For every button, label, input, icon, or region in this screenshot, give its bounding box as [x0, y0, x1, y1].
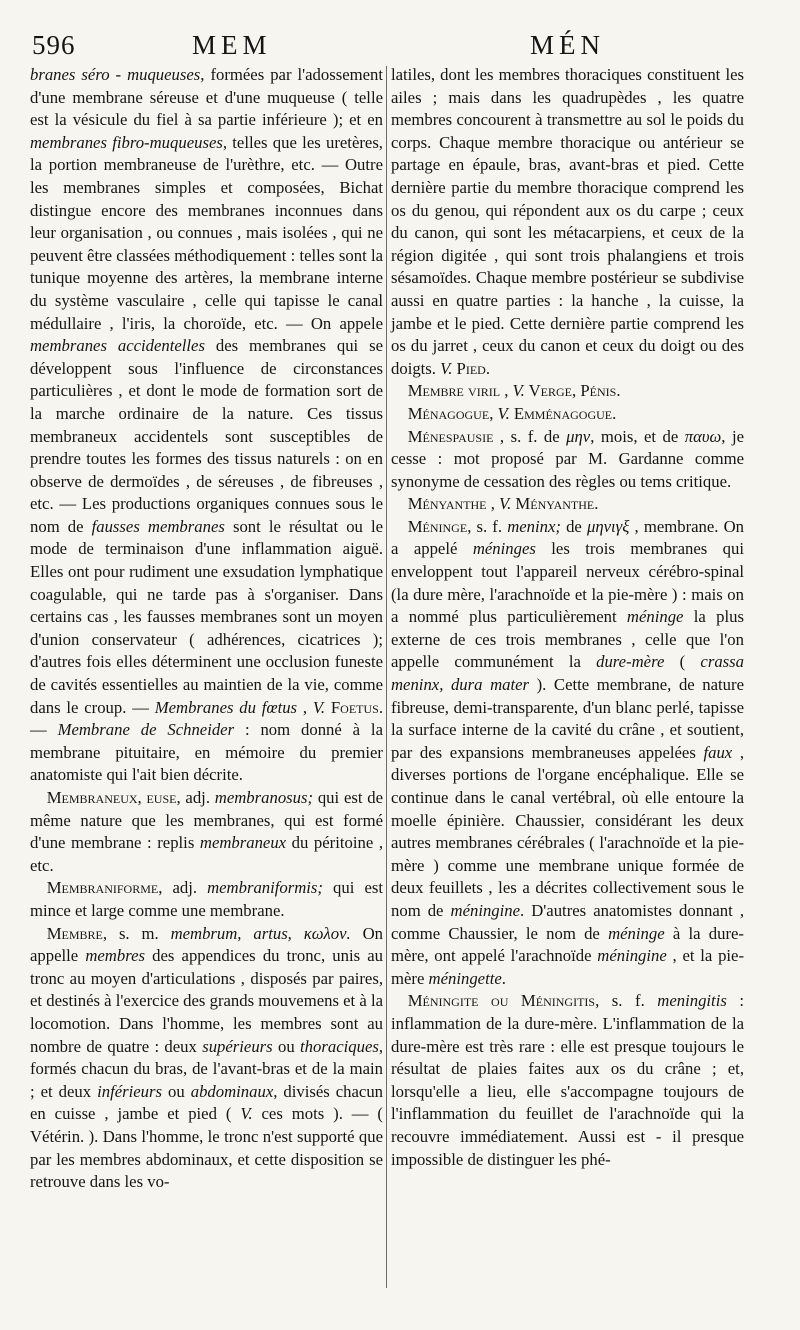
entry-membre-continued: latiles, dont les membres thoraciques constituent les ailes ; mais dans les quadrupèdes , les quatre membres concourent à transmettre au sol le poids du corps. Chaque membre thoracique ou antérieur se partage en épaule, bras, avant-bras et pied. Cette dernière partie du membre thoracique comprend les os du genou, qui répondent aux os du carpe ; ceux du canon, qui sont les métacarpiens, et ceux de la région digitée , qui sont trois phalangiens et trois sésamoïdes. Chaque membre postérieur se subdivise aussi en quatre parties : la hanche , la cuisse, la jambe et le pied. Cette dernière partie comprend les os du jarret , ceux du canon et ceux du doigt ou des doigts. V. Pied.	[391, 65, 744, 378]
headword: Membre	[46, 923, 103, 943]
running-head-right: MÉN	[530, 30, 605, 60]
entry-menagogue: Ménagogue, V. Emménagogue.	[407, 403, 617, 423]
entry-membre: Membre, s. m. membrum, artus, κωλον. On appelle membres des appendices du tronc, unis au tronc au moyen d'articulations , disposés par paires, et destinés à l'exercice des grands mouvemens et à la locomotion. Dans l'homme, les membres sont au nombre de quatre : deux supérieurs ou thoraciques, formés chacun du bras, de l'avant-bras et de la main ; et deux inférieurs ou abdominaux, divisés chacun en cuisse , jambe et pied ( V. ces mots ). — ( Vétérin. ). Dans l'homme, le tronc n'est supporté que par les membres abdominaux, et cette disposition se retrouve dans les vo-	[30, 923, 384, 1192]
page-header	[30, 18, 770, 68]
headword: Membraniforme	[46, 878, 159, 898]
headword: Méninge	[407, 516, 468, 536]
entry-meningite: Méningite ou Méningitis, s. f. meningitis : inflammation de la dure-mère. L'inflammation de la dure-mère est très rare : elle est presque toujours le résultat de plaies faites aux os du crâne ; et, lorsqu'elle a lieu, elle s'accompagne toujours de l'inflammation du feuillet de l'arachnoïde qui la recouvre immédiatement. Aussi est - il presque impossible de distinguer les phé-	[391, 991, 745, 1169]
left-column	[30, 64, 383, 1194]
entry-menespausie: Ménespausie , s. f. de μην, mois, et de παυω, je cesse : mot proposé par M. Gardanne comme synonyme de cessation des règles ou tems critique.	[391, 426, 744, 491]
headword: Ményanthe	[407, 494, 487, 514]
entry-meninge: Méninge, s. f. meninx; de μηνιγξ , membrane. On a appelé méninges les trois membranes qui enveloppent tout l'appareil nerveux cérébro-spinal (la dure mère, l'arachnoïde et la pie-mère ) : mais on a nommé plus particulièrement méninge la plus externe de ces trois membranes , celle que l'on appelle communément la dure-mère ( crassa meninx, dura mater ). Cette membrane, de nature fibreuse, demi-transparente, d'un blanc perlé, tapisse la surface interne de la cavité du crâne , et soutient, par des expansions membraneuses appelées faux , diverses portions de l'organe encéphalique. Elle se continue dans le canal vertébral, où elle entoure la moelle épinière. Chaussier, considérant les deux autres membranes cérébrales ( l'arachnoïde et la pie-mère ) comme une membrane unique formée de deux feuillets , les a décrites collectivement sous le nom de méningine. D'autres anatomistes donnant , comme Chaussier, le nom de méninge à la dure-mère, ont appelé l'arachnoïde méningine , et la pie-mère méningette.	[391, 516, 745, 988]
running-head-left: MEM	[192, 30, 272, 60]
entry-membre-viril: Membre viril , V. Verge, Pénis.	[407, 381, 621, 401]
entry-membrane-continued: branes séro - muqueuses, formées par l'adossement d'une membrane séreuse et d'une muqueuse ( telle est la vésicule du fiel à sa partie inférieure ); et en membranes fibro-muqueuses, telles que les uretères, la portion membraneuse de l'urèthre, etc. — Outre les membranes simples et composées, Bichat distingue encore des membranes inconnues dans leur organisation , ou connues , mais isolées , qui ne peuvent être classées méthodiquement : telles sont la tunique moyenne des artères, la membrane interne du système vasculaire , celle qui tapisse le canal médullaire , l'iris, la choroïde, etc. — On appele membranes accidentelles des membranes qui se développent sous l'influence de circonstances particulières , et dont le mode de formation sort de la marche ordinaire de la nature. Ces tissus membraneux accidentels sont susceptibles de prendre toutes les formes des tissus naturels : on en observe de dermoïdes , de séreuses , de fibreuses , etc. — Les productions organiques connues sous le nom de fausses membranes sont le résultat ou le mode de terminaison d'une inflammation aiguë. Elles ont pour rudiment une exsudation lymphatique coagulable, qui ne tarde pas à s'organiser. Dans certains cas , les fausses membranes sont un moyen d'union conservateur ( adhérences, cicatrices ); d'autres fois elles déterminent une occlusion funeste de cavités essentielles au maintien de la vie, comme dans le croup. — Membranes du fœtus , V. Foetus. — Membrane de Schneider : nom donné à la membrane pituitaire, en mémoire du premier anatomiste qui l'ait bien décrite.	[30, 65, 384, 785]
headword: Ménagogue	[407, 403, 490, 423]
headword: Membre viril	[407, 381, 501, 401]
entry-membraniforme: Membraniforme, adj. membraniformis; qui est mince et large comme une membrane.	[30, 878, 383, 920]
right-column	[391, 64, 744, 1171]
headword: Méningite ou Méningitis	[407, 991, 596, 1011]
page-number: 596	[32, 30, 76, 60]
entry-menyanthe: Ményanthe , V. Ményanthe.	[407, 494, 599, 514]
entry-membraneux: Membraneux, euse, adj. membranosus; qui est de même nature que les membranes, qui est formé d'une membrane : replis membraneux du péritoine , etc.	[30, 788, 384, 875]
column-divider	[386, 66, 387, 1288]
headword: Membraneux, euse	[46, 788, 177, 807]
headword: Ménespausie	[407, 426, 494, 446]
